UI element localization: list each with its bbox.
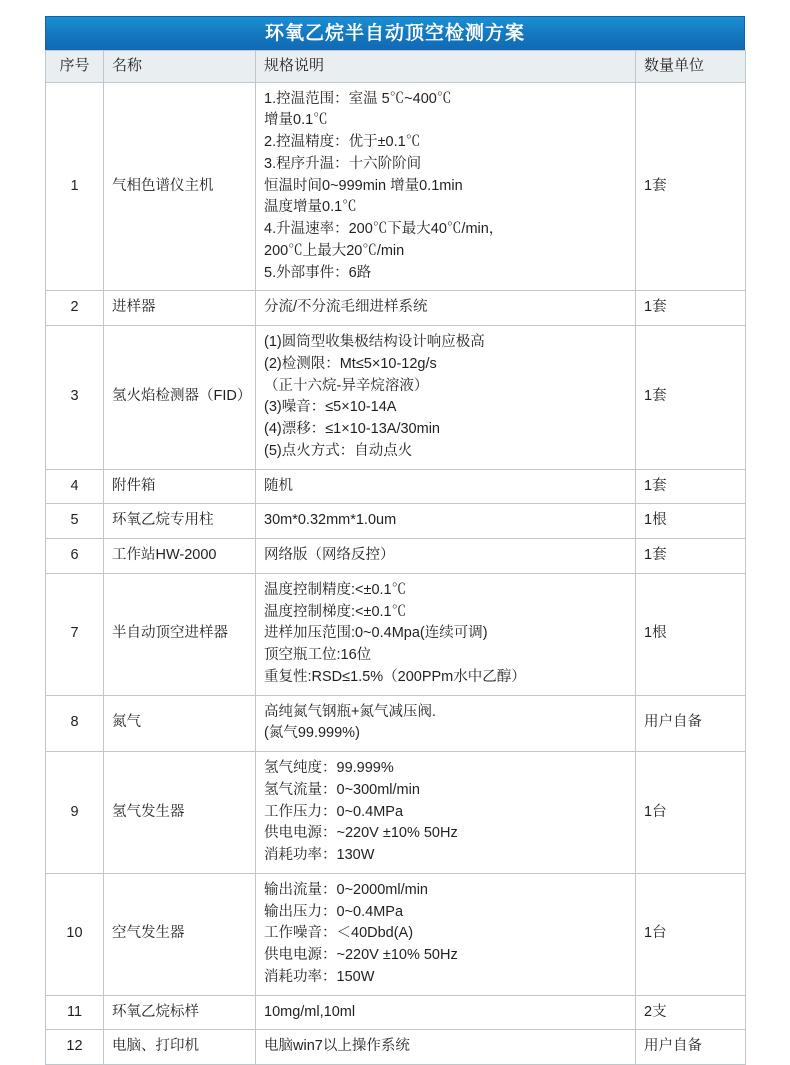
spec-line: (1)圆筒型收集极结构设计响应极高: [264, 334, 485, 350]
spec-line: 顶空瓶工位:16位: [264, 647, 372, 663]
cell-index: 12: [46, 1030, 104, 1065]
cell-unit: 1根: [636, 573, 746, 695]
table-row: [46, 539, 746, 574]
spec-line: 增量0.1℃: [264, 112, 328, 129]
spec-line: 温度控制梯度:<±0.1℃: [264, 603, 407, 620]
table-row: [46, 291, 746, 326]
column-header-unit: 数量单位: [636, 51, 746, 83]
spec-line: 温度增量0.1℃: [264, 199, 357, 216]
column-header-spec: 规格说明: [256, 51, 636, 83]
document-title: 环氧乙烷半自动顶空检测方案: [45, 16, 745, 50]
spec-line: 工作噪音：＜40Dbd(A): [264, 925, 414, 942]
spec-line: 分流/不分流毛细进样系统: [264, 299, 428, 316]
cell-name: 电脑、打印机: [104, 1030, 256, 1065]
spec-line: 1.控温范围：室温 5℃~400℃: [264, 90, 452, 107]
cell-specification: [256, 873, 636, 995]
table-row: [46, 469, 746, 504]
cell-specification: [256, 1030, 636, 1065]
cell-name: 环氧乙烷专用柱: [104, 504, 256, 539]
cell-index: 1: [46, 82, 104, 291]
cell-index: 8: [46, 695, 104, 752]
cell-unit: 1套: [636, 539, 746, 574]
cell-name: 工作站HW-2000: [104, 539, 256, 574]
cell-specification: [256, 539, 636, 574]
cell-unit: 1根: [636, 504, 746, 539]
spec-line: 电脑win7以上操作系统: [264, 1038, 410, 1055]
cell-name: 空气发生器: [104, 873, 256, 995]
cell-specification: [256, 995, 636, 1030]
spec-line: 10mg/ml,10ml: [264, 1003, 356, 1020]
spec-line: 进样加压范围:0~0.4Mpa(连续可调): [264, 625, 488, 642]
table-body: [46, 82, 746, 1065]
cell-specification: [256, 326, 636, 470]
cell-specification: [256, 469, 636, 504]
table-row: [46, 695, 746, 752]
spec-line: （正十六烷-异辛烷溶液）: [264, 377, 429, 394]
cell-unit: 2支: [636, 995, 746, 1030]
table-row: [46, 326, 746, 470]
cell-name: 气相色谱仪主机: [104, 82, 256, 291]
spec-line: 工作压力：0~0.4MPa: [264, 803, 404, 820]
spec-line: 恒温时间0~999min 增量0.1min: [264, 177, 463, 194]
spec-line: 消耗功率：150W: [264, 968, 375, 985]
cell-unit: 1台: [636, 873, 746, 995]
spec-line: 消耗功率：130W: [264, 847, 375, 863]
spec-line: 随机: [264, 477, 293, 494]
table-row: [46, 1030, 746, 1065]
cell-index: 6: [46, 539, 104, 574]
cell-index: 11: [46, 995, 104, 1030]
cell-specification: [256, 504, 636, 539]
cell-name: 环氧乙烷标样: [104, 995, 256, 1030]
spec-line: (4)漂移：≤1×10-13A/30min: [264, 421, 440, 437]
table-row: [46, 873, 746, 995]
spec-line: 氢气流量：0~300ml/min: [264, 781, 420, 798]
table-row: [46, 82, 746, 291]
cell-unit: 用户自备: [636, 695, 746, 752]
cell-name: 进样器: [104, 291, 256, 326]
cell-name: 氮气: [104, 695, 256, 752]
cell-index: 3: [46, 326, 104, 470]
cell-name: 氢火焰检测器（FID）: [104, 326, 256, 470]
cell-unit: 1套: [636, 469, 746, 504]
cell-name: 半自动顶空进样器: [104, 573, 256, 695]
cell-unit: 1套: [636, 82, 746, 291]
cell-name: 附件箱: [104, 469, 256, 504]
cell-specification: [256, 82, 636, 291]
spec-line: 供电电源：~220V ±10% 50Hz: [264, 825, 458, 842]
specification-table: [45, 50, 746, 1065]
spec-line: (3)噪音：≤5×10-14A: [264, 399, 397, 416]
cell-specification: [256, 695, 636, 752]
cell-index: 9: [46, 752, 104, 874]
spec-line: 高纯氮气钢瓶+氮气减压阀.: [264, 703, 436, 720]
cell-unit: 1套: [636, 326, 746, 470]
spec-line: 3.程序升温：十六阶阶间: [264, 155, 422, 172]
spec-line: 温度控制精度:<±0.1℃: [264, 581, 407, 598]
table-header: [46, 51, 746, 83]
spec-line: 输出流量：0~2000ml/min: [264, 881, 428, 898]
column-header-name: 名称: [104, 51, 256, 83]
spec-line: (2)检测限：Mt≤5×10-12g/s: [264, 355, 437, 372]
cell-specification: [256, 573, 636, 695]
cell-index: 10: [46, 873, 104, 995]
spec-line: 4.升温速率：200℃下最大40℃/min，: [264, 221, 504, 237]
spec-line: 30m*0.32mm*1.0um: [264, 512, 397, 529]
cell-unit: 1套: [636, 291, 746, 326]
spec-line: 输出压力：0~0.4MPa: [264, 903, 404, 920]
cell-index: 7: [46, 573, 104, 695]
cell-name: 氢气发生器: [104, 752, 256, 874]
table-row: [46, 504, 746, 539]
cell-specification: [256, 291, 636, 326]
spec-line: 5.外部事件：6路: [264, 264, 372, 281]
cell-specification: [256, 752, 636, 874]
cell-index: 5: [46, 504, 104, 539]
cell-unit: 1台: [636, 752, 746, 874]
table-row: [46, 995, 746, 1030]
spec-line: 200℃上最大20℃/min: [264, 242, 405, 259]
cell-index: 2: [46, 291, 104, 326]
cell-unit: 用户自备: [636, 1030, 746, 1065]
spec-line: (5)点火方式：自动点火: [264, 442, 413, 459]
spec-line: 网络版（网络反控）: [264, 547, 395, 563]
spec-line: 重复性:RSD≤1.5%（200PPm水中乙醇）: [264, 668, 526, 685]
table-header-row: [46, 51, 746, 83]
cell-index: 4: [46, 469, 104, 504]
spec-line: 氢气纯度：99.999%: [264, 760, 394, 776]
table-row: [46, 573, 746, 695]
spec-line: 供电电源：~220V ±10% 50Hz: [264, 947, 458, 963]
table-row: [46, 752, 746, 874]
spec-line: 2.控温精度：优于±0.1℃: [264, 134, 421, 150]
column-header-index: 序号: [46, 51, 104, 83]
spec-line: (氮气99.999%): [264, 725, 360, 742]
